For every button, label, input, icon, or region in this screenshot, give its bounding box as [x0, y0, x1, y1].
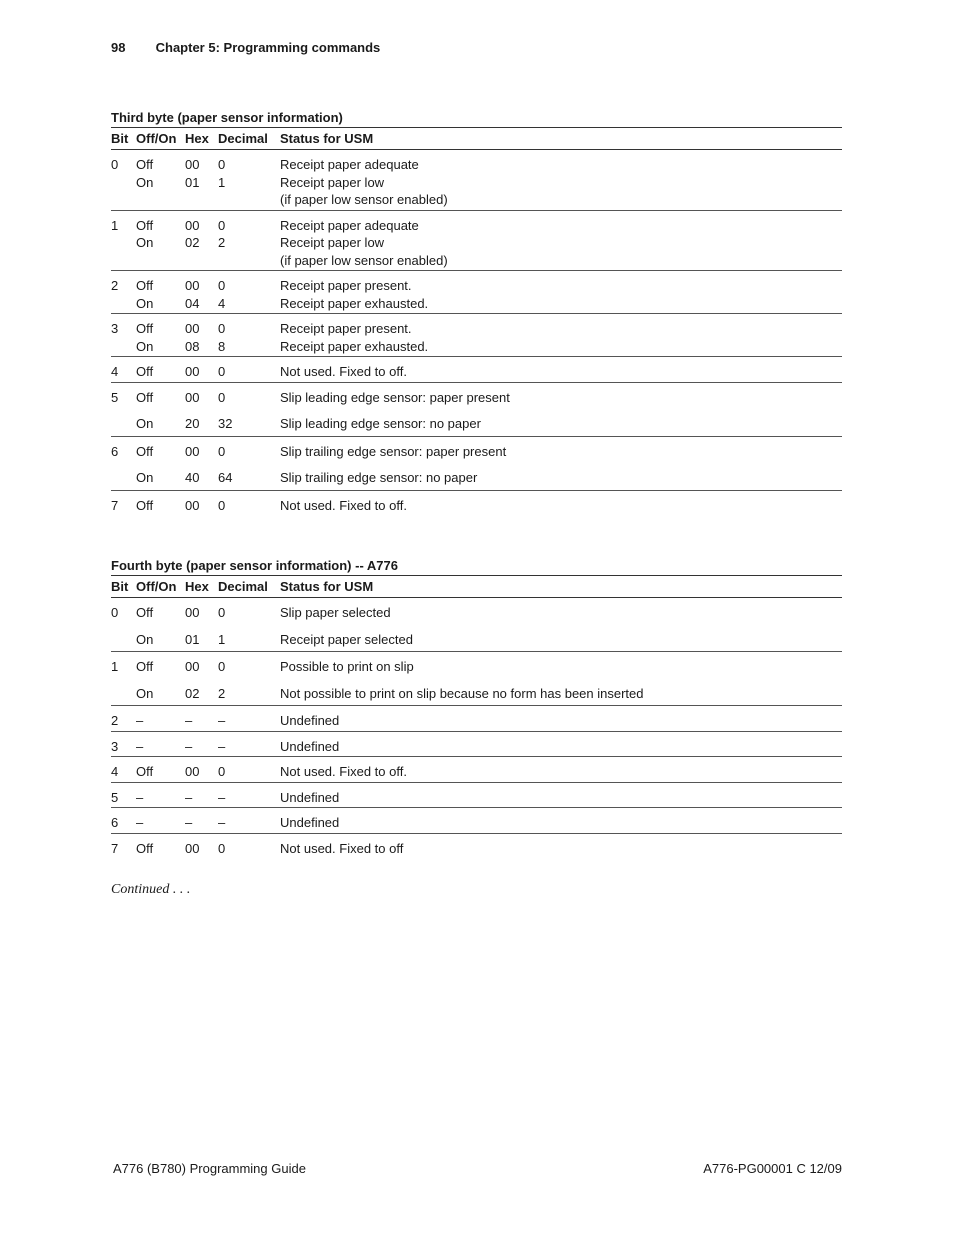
table-row [111, 808, 842, 834]
hex-value: 00 [185, 278, 200, 293]
status-value: Not used. Fixed to off. [280, 364, 407, 379]
offon-value: Off [136, 157, 154, 172]
decimal-cell [218, 757, 280, 783]
status-value: Receipt paper low [280, 235, 385, 250]
hex-cell [185, 808, 218, 834]
offon-value: Off [136, 605, 154, 620]
decimal-cell [218, 833, 280, 858]
offon-value [136, 191, 185, 209]
offon-value: On [136, 416, 154, 431]
decimal-value: 0 [218, 764, 226, 779]
page-number: 98 [111, 40, 126, 55]
hex-value: 40 [185, 470, 200, 485]
hex-cell [185, 757, 218, 783]
hex-cell [185, 782, 218, 808]
offon-cell [136, 357, 185, 383]
bit-cell [111, 436, 136, 490]
third-byte-table [111, 127, 842, 515]
bit-value: 4 [111, 364, 119, 379]
decimal-value [218, 191, 280, 209]
hex-value: – [185, 815, 193, 830]
decimal-value: 0 [218, 605, 226, 620]
bit-value: 6 [111, 443, 119, 459]
decimal-cell [218, 706, 280, 732]
decimal-cell [218, 731, 280, 757]
offon-value: Off [136, 764, 154, 779]
decimal-value: – [218, 789, 226, 805]
table-row [111, 757, 842, 783]
offon-cell [136, 731, 185, 757]
hex-value: 08 [185, 338, 200, 354]
decimal-cell [218, 210, 280, 271]
bit-cell [111, 833, 136, 858]
decimal-cell [218, 382, 280, 436]
hex-cell [185, 706, 218, 732]
bit-value: 5 [111, 789, 119, 805]
table-row [111, 436, 842, 490]
hex-value: – [185, 789, 193, 805]
status-value: Receipt paper low [280, 174, 385, 190]
hex-value: 00 [185, 217, 200, 233]
decimal-value: 0 [218, 497, 226, 513]
offon-value: Off [136, 497, 154, 513]
bit-value: 7 [111, 497, 119, 513]
col-bit: Bit [111, 128, 136, 150]
status-cell [280, 210, 842, 271]
page-header [111, 40, 380, 55]
status-cell [280, 490, 842, 515]
continued-note: Continued . . . [111, 882, 191, 897]
hex-value: 00 [185, 364, 200, 379]
decimal-cell [218, 150, 280, 211]
status-cell [280, 271, 842, 314]
status-value: Not used. Fixed to off [280, 840, 404, 856]
offon-cell [136, 782, 185, 808]
status-cell [280, 652, 842, 706]
status-cell [280, 757, 842, 783]
table-row [111, 150, 842, 211]
status-value: (if paper low sensor enabled) [280, 252, 448, 268]
status-cell [280, 382, 842, 436]
hex-value: 00 [185, 389, 200, 405]
decimal-value: 1 [218, 174, 226, 190]
hex-value: 02 [185, 685, 200, 701]
status-value: Receipt paper adequate [280, 157, 419, 172]
hex-cell [185, 150, 218, 211]
decimal-cell [218, 490, 280, 515]
col-offon: Off/On [136, 576, 185, 598]
status-cell [280, 731, 842, 757]
bit-cell [111, 652, 136, 706]
hex-value: – [185, 713, 193, 728]
hex-value: 00 [185, 157, 200, 172]
footer-doc-id: A776-PG00001 C 12/09 [703, 1161, 842, 1176]
hex-value: 00 [185, 764, 200, 779]
status-value: Receipt paper selected [280, 631, 413, 647]
offon-cell [136, 808, 185, 834]
offon-value: Off [136, 217, 154, 233]
bit-value: 4 [111, 764, 119, 779]
col-bit: Bit [111, 576, 136, 598]
bit-value: 2 [111, 713, 119, 728]
decimal-value: 0 [218, 659, 226, 674]
decimal-value [218, 252, 280, 270]
offon-cell [136, 150, 185, 211]
offon-cell [136, 490, 185, 515]
hex-cell [185, 598, 218, 652]
status-cell [280, 706, 842, 732]
offon-cell [136, 598, 185, 652]
status-cell [280, 598, 842, 652]
status-value: Receipt paper adequate [280, 217, 419, 233]
bit-cell [111, 706, 136, 732]
decimal-cell [218, 782, 280, 808]
col-hex: Hex [185, 576, 218, 598]
status-value: Slip leading edge sensor: no paper [280, 416, 481, 431]
hex-cell [185, 357, 218, 383]
table-row [111, 706, 842, 732]
hex-cell [185, 314, 218, 357]
offon-value: On [136, 631, 154, 647]
status-cell [280, 436, 842, 490]
hex-cell [185, 382, 218, 436]
status-value: Slip trailing edge sensor: paper present [280, 443, 507, 459]
decimal-value: 0 [218, 443, 226, 459]
offon-cell [136, 271, 185, 314]
table-row [111, 782, 842, 808]
col-decimal: Decimal [218, 576, 280, 598]
offon-value: Off [136, 364, 154, 379]
decimal-value: 4 [218, 295, 226, 311]
col-offon: Off/On [136, 128, 185, 150]
bit-cell [111, 598, 136, 652]
hex-value: 01 [185, 631, 200, 647]
offon-cell [136, 652, 185, 706]
table-row [111, 271, 842, 314]
status-value: (if paper low sensor enabled) [280, 192, 448, 207]
hex-cell [185, 490, 218, 515]
offon-cell [136, 382, 185, 436]
chapter-title: Chapter 5: Programming commands [155, 40, 381, 55]
hex-value: 00 [185, 840, 200, 856]
status-cell [280, 782, 842, 808]
hex-value [185, 252, 218, 270]
decimal-value: – [218, 738, 226, 754]
fourth-byte-header [111, 576, 842, 598]
offon-cell [136, 314, 185, 357]
bit-value: 3 [111, 738, 119, 754]
decimal-cell [218, 357, 280, 383]
bit-value: 1 [111, 217, 119, 233]
hex-value: 01 [185, 174, 200, 190]
decimal-cell [218, 598, 280, 652]
decimal-value: 0 [218, 389, 226, 405]
status-value: Undefined [280, 713, 340, 728]
hex-cell [185, 436, 218, 490]
offon-value: Off [136, 389, 154, 405]
decimal-value: 1 [218, 631, 226, 647]
status-value: Slip leading edge sensor: paper present [280, 389, 510, 405]
hex-cell [185, 271, 218, 314]
bit-value: 5 [111, 389, 119, 405]
decimal-cell [218, 652, 280, 706]
status-cell [280, 150, 842, 211]
decimal-cell [218, 808, 280, 834]
bit-value: 7 [111, 840, 119, 856]
offon-value: – [136, 789, 144, 805]
status-value: Undefined [280, 738, 340, 754]
bit-cell [111, 210, 136, 271]
offon-value: On [136, 338, 154, 354]
hex-value: 00 [185, 605, 200, 620]
decimal-value: – [218, 713, 226, 728]
hex-value: 02 [185, 235, 200, 250]
offon-cell [136, 706, 185, 732]
decimal-cell [218, 271, 280, 314]
decimal-value: 2 [218, 235, 226, 250]
offon-value [136, 252, 185, 270]
bit-cell [111, 357, 136, 383]
offon-value: On [136, 470, 154, 485]
decimal-value: 0 [218, 217, 226, 233]
third-byte-body [111, 150, 842, 516]
hex-value: 20 [185, 416, 200, 431]
status-cell [280, 314, 842, 357]
fourth-byte-section [111, 557, 842, 858]
status-value: Undefined [280, 789, 340, 805]
hex-cell [185, 210, 218, 271]
offon-value: Off [136, 443, 154, 459]
status-value: Undefined [280, 815, 340, 830]
decimal-value: 0 [218, 321, 226, 336]
decimal-value: 0 [218, 278, 226, 293]
col-hex: Hex [185, 128, 218, 150]
status-value: Not used. Fixed to off. [280, 497, 407, 513]
bit-cell [111, 490, 136, 515]
footer-guide-title: A776 (B780) Programming Guide [113, 1161, 306, 1176]
decimal-value: 64 [218, 470, 233, 485]
decimal-cell [218, 314, 280, 357]
status-value: Slip trailing edge sensor: no paper [280, 470, 478, 485]
fourth-byte-title: Fourth byte (paper sensor information) -- A776 [111, 558, 398, 573]
offon-value: On [136, 174, 154, 190]
table-row [111, 833, 842, 858]
decimal-cell [218, 436, 280, 490]
bit-value: 3 [111, 321, 119, 336]
status-value: Not possible to print on slip because no form has been inserted [280, 685, 644, 701]
offon-cell [136, 436, 185, 490]
status-value: Receipt paper present. [280, 321, 412, 336]
bit-cell [111, 757, 136, 783]
decimal-value: 0 [218, 157, 226, 172]
status-cell [280, 357, 842, 383]
bit-value: 0 [111, 605, 119, 620]
bit-cell [111, 150, 136, 211]
decimal-value: 0 [218, 364, 226, 379]
hex-cell [185, 731, 218, 757]
offon-cell [136, 757, 185, 783]
table-row [111, 652, 842, 706]
offon-value: On [136, 295, 154, 311]
hex-value: 00 [185, 321, 200, 336]
table-row [111, 314, 842, 357]
table-row [111, 490, 842, 515]
bit-value: 0 [111, 157, 119, 172]
decimal-value: 32 [218, 416, 233, 431]
offon-value: On [136, 235, 154, 250]
bit-cell [111, 271, 136, 314]
bit-cell [111, 731, 136, 757]
status-value: Receipt paper exhausted. [280, 338, 429, 354]
offon-value: – [136, 815, 144, 830]
decimal-value: – [218, 815, 226, 830]
offon-value: On [136, 685, 154, 701]
third-byte-section [111, 109, 842, 515]
hex-value: 04 [185, 295, 200, 311]
table-row [111, 731, 842, 757]
fourth-byte-body [111, 598, 842, 859]
bit-cell [111, 314, 136, 357]
third-byte-header [111, 128, 842, 150]
status-value: Not used. Fixed to off. [280, 764, 407, 779]
offon-value: Off [136, 321, 154, 336]
table-row [111, 598, 842, 652]
offon-value: – [136, 713, 144, 728]
bit-cell [111, 808, 136, 834]
offon-value: Off [136, 840, 154, 856]
status-value: Slip paper selected [280, 605, 391, 620]
status-cell [280, 808, 842, 834]
status-value: Possible to print on slip [280, 659, 414, 674]
hex-value [185, 191, 218, 209]
bit-value: 6 [111, 815, 119, 830]
col-status: Status for USM [280, 128, 842, 150]
hex-cell [185, 833, 218, 858]
col-decimal: Decimal [218, 128, 280, 150]
table-row [111, 210, 842, 271]
bit-cell [111, 382, 136, 436]
offon-cell [136, 833, 185, 858]
table-row [111, 382, 842, 436]
bit-value: 1 [111, 659, 119, 674]
hex-value: 00 [185, 659, 200, 674]
offon-value: – [136, 738, 144, 754]
bit-cell [111, 782, 136, 808]
status-cell [280, 833, 842, 858]
fourth-byte-table [111, 575, 842, 858]
offon-value: Off [136, 278, 154, 293]
decimal-value: 2 [218, 685, 226, 701]
hex-value: – [185, 738, 193, 754]
hex-value: 00 [185, 443, 200, 459]
decimal-value: 8 [218, 338, 226, 354]
decimal-value: 0 [218, 840, 226, 856]
offon-cell [136, 210, 185, 271]
hex-cell [185, 652, 218, 706]
hex-value: 00 [185, 497, 200, 513]
table-row [111, 357, 842, 383]
col-status: Status for USM [280, 576, 842, 598]
status-value: Receipt paper present. [280, 278, 412, 293]
bit-value: 2 [111, 278, 119, 293]
status-value: Receipt paper exhausted. [280, 295, 429, 311]
third-byte-title: Third byte (paper sensor information) [111, 110, 343, 125]
offon-value: Off [136, 659, 154, 674]
